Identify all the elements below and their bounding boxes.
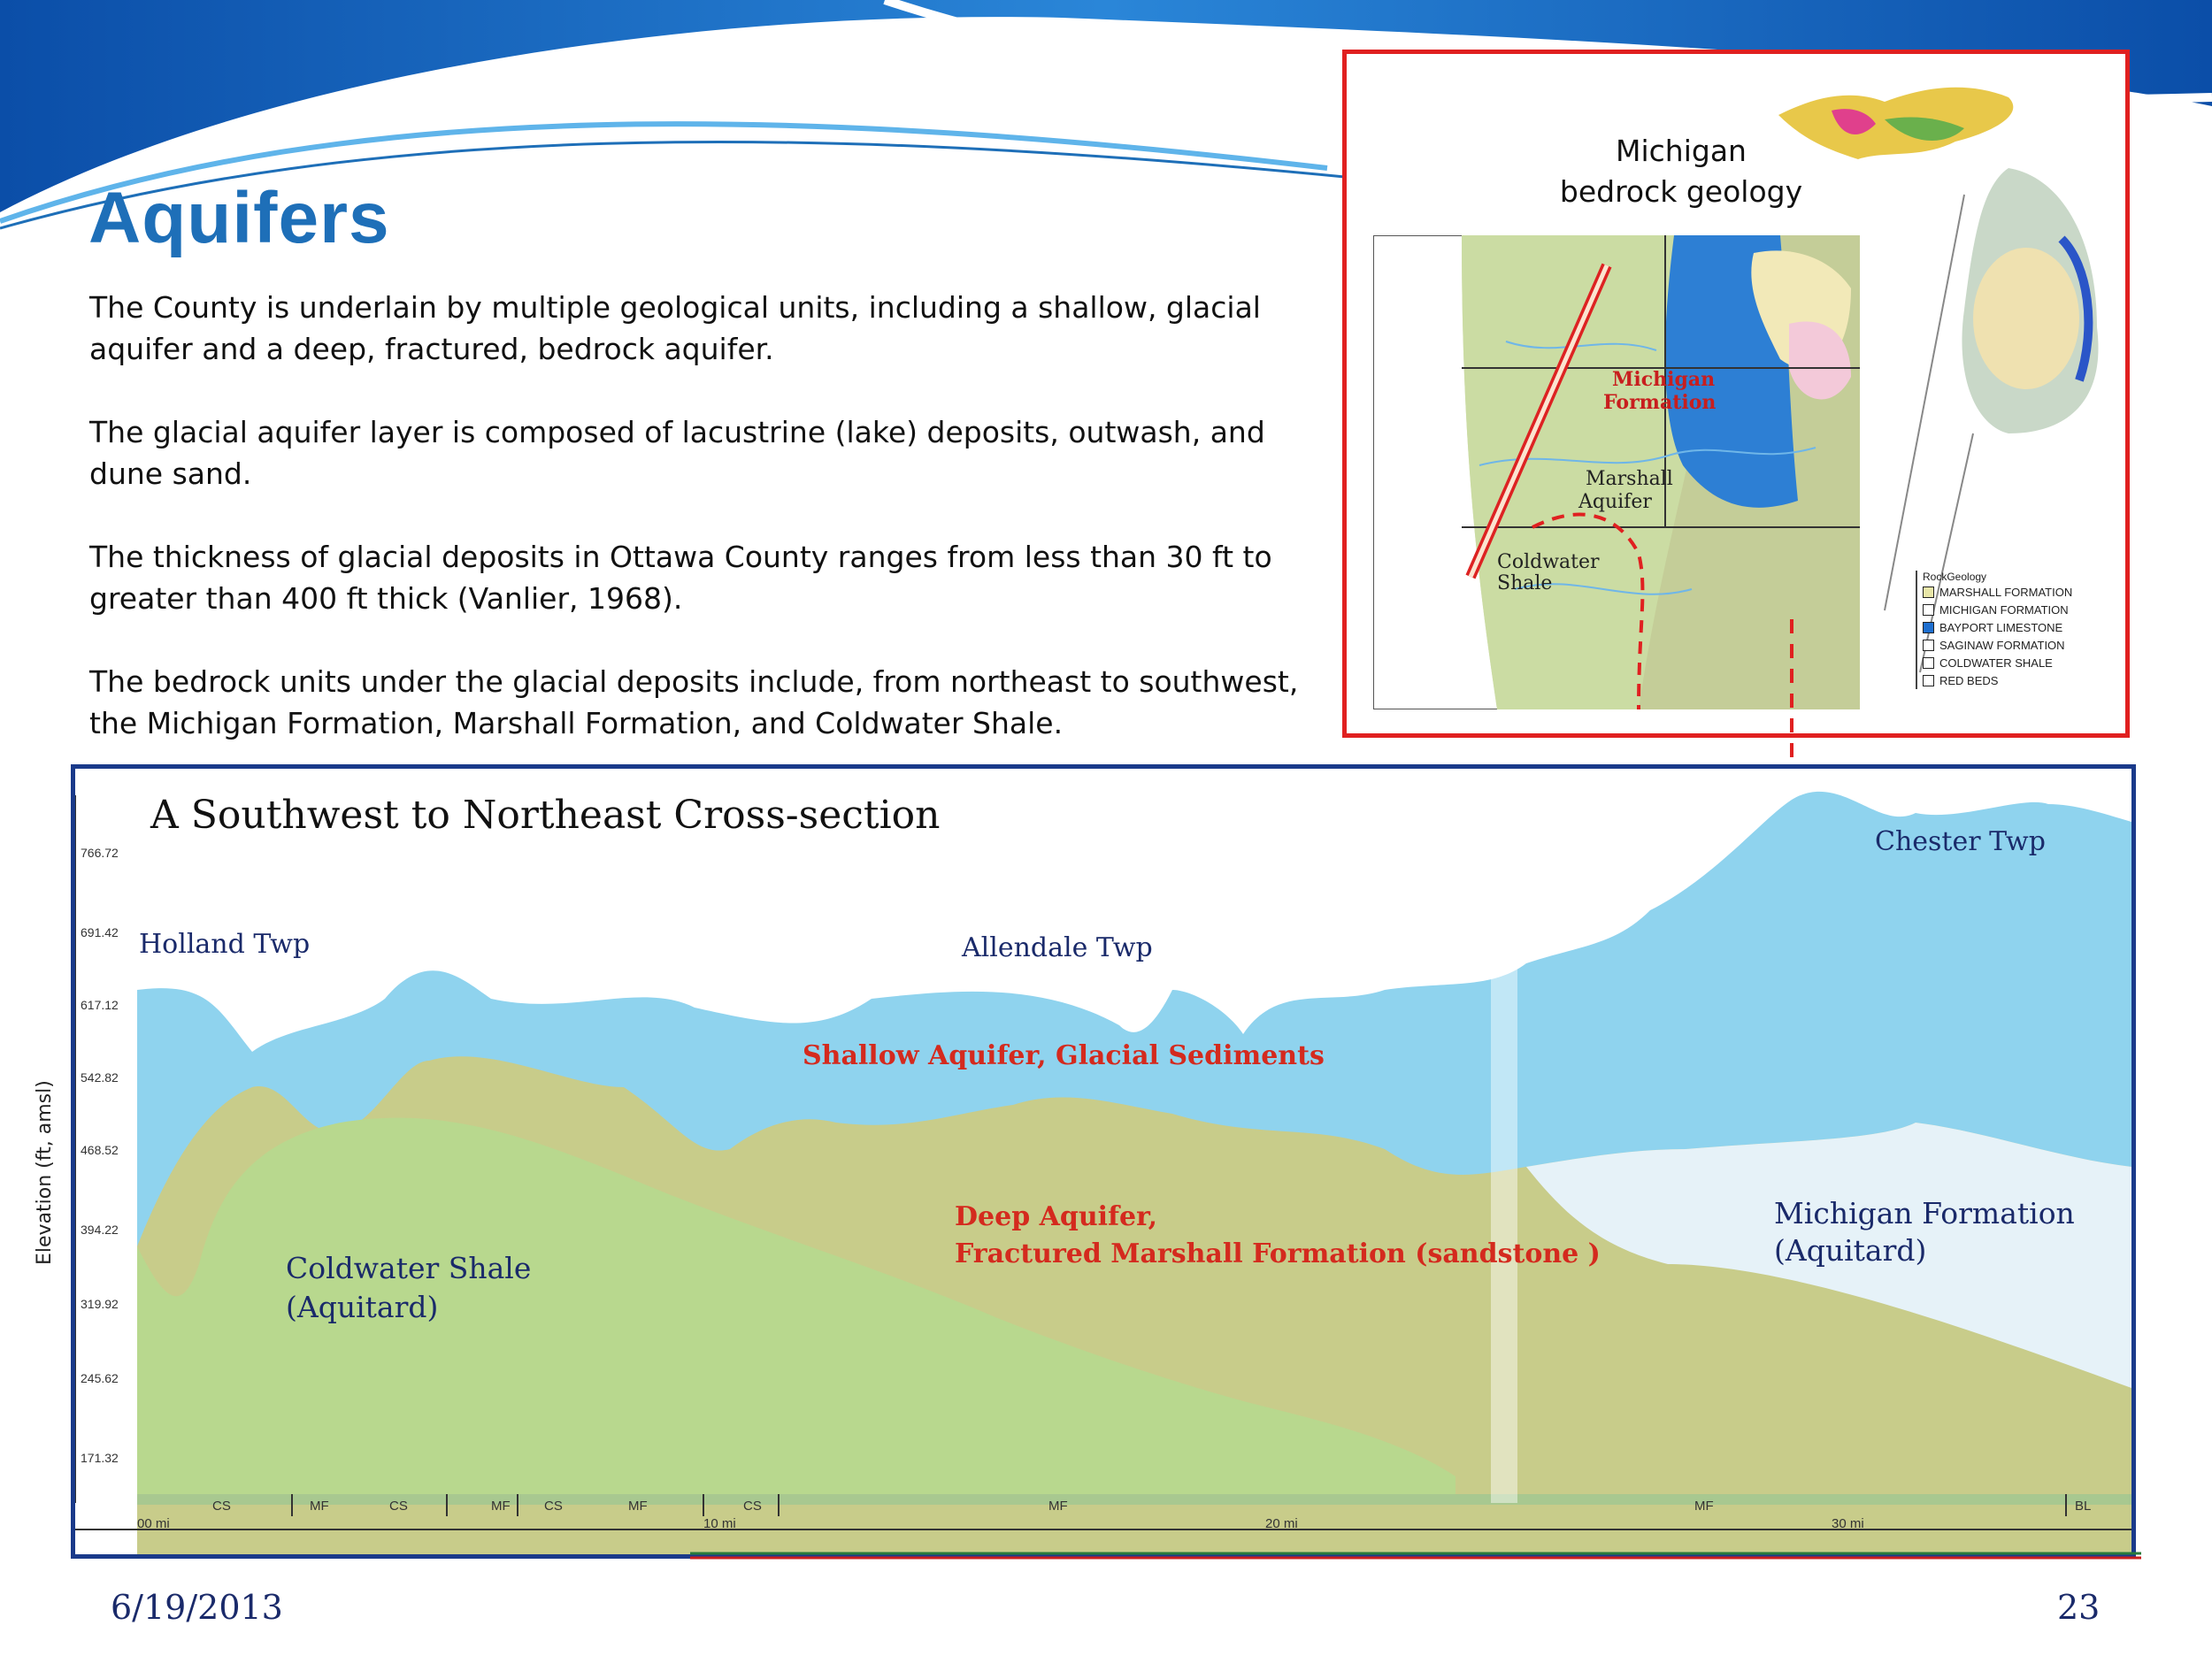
legend-swatch [1923, 675, 1934, 686]
rock-geology-legend [1916, 571, 2117, 689]
legend-item [1923, 618, 2117, 636]
y-tick: 319.92 [81, 1297, 119, 1311]
inset-caption [1540, 131, 1823, 212]
label-deep-aquifer: Deep Aquifer, [955, 1201, 1158, 1232]
bottom-code: BL [2075, 1499, 2092, 1514]
paragraph-4: The bedrock units under the glacial deposits include, from northeast to southwest, the Michigan Formation, Marshall Formation, and Coldwater Shale. [89, 664, 1299, 740]
label-michigan-formation: Michigan Formation [1774, 1196, 2075, 1230]
legend-swatch [1923, 640, 1934, 651]
inset-caption-line1: Michigan [1616, 134, 1747, 168]
legend-label: MARSHALL FORMATION [1939, 585, 2073, 599]
paragraph-3: The thickness of glacial deposits in Ottawa County ranges from less than 30 ft to greater than 400 ft thick (Vanlier, 1968). [89, 540, 1272, 616]
legend-item [1923, 601, 2117, 618]
legend-item [1923, 636, 2117, 654]
footer-rule [690, 1550, 2141, 1560]
bottom-code: CS [544, 1499, 563, 1514]
map-label-michigan: Michigan [1612, 368, 1716, 391]
paragraph-2: The glacial aquifer layer is composed of lacustrine (lake) deposits, outwash, and dune sand. [89, 415, 1265, 491]
map-label-formation: Formation [1603, 391, 1717, 414]
bottom-code: MF [310, 1499, 329, 1514]
bottom-code: MF [1048, 1499, 1068, 1514]
legend-swatch [1923, 586, 1934, 598]
bottom-code: MF [628, 1499, 648, 1514]
legend-swatch [1923, 604, 1934, 616]
legend-swatch [1923, 657, 1934, 669]
y-tick: 468.52 [81, 1143, 119, 1157]
legend-label: MICHIGAN FORMATION [1939, 602, 2069, 617]
legend-label: RED BEDS [1939, 673, 1999, 687]
page-number: 23 [2057, 1588, 2101, 1627]
distance-tick: 10 mi [703, 1516, 736, 1531]
label-coldwater-aquitard: (Aquitard) [286, 1290, 439, 1324]
y-tick: 394.22 [81, 1223, 119, 1237]
place-allendale: Allendale Twp [962, 932, 1153, 963]
bottom-code: MF [491, 1499, 511, 1514]
map-label-shale: Shale [1497, 572, 1553, 594]
y-tick: 245.62 [81, 1371, 119, 1385]
label-coldwater-shale: Coldwater Shale [286, 1251, 532, 1285]
y-axis-label: Elevation (ft, amsl) [34, 1080, 56, 1265]
map-connector-line [1778, 619, 1805, 778]
place-chester: Chester Twp [1875, 826, 2046, 857]
distance-tick: 00 mi [137, 1516, 170, 1531]
inset-caption-line2: bedrock geology [1559, 174, 1803, 209]
slide-title: Aquifers [88, 178, 390, 258]
distance-tick: 30 mi [1832, 1516, 1864, 1531]
legend-label: SAGINAW FORMATION [1939, 638, 2065, 652]
map-label-aquifer: Aquifer [1578, 491, 1652, 513]
bottom-code: CS [212, 1499, 231, 1514]
map-label-coldwater: Coldwater [1497, 551, 1600, 573]
distance-tick: 20 mi [1265, 1516, 1298, 1531]
label-michigan-aquitard: (Aquitard) [1774, 1233, 1927, 1268]
bottom-code: CS [743, 1499, 762, 1514]
legend-title: RockGeology [1923, 571, 1987, 583]
y-tick: 171.32 [81, 1451, 119, 1465]
y-tick: 542.82 [81, 1070, 119, 1085]
cross-section-title: A Southwest to Northeast Cross-section [150, 793, 941, 838]
y-tick: 691.42 [81, 925, 119, 939]
y-tick: 766.72 [81, 846, 119, 860]
bottom-code: MF [1694, 1499, 1714, 1514]
y-tick: 617.12 [81, 998, 119, 1012]
label-marshall-formation: Fractured Marshall Formation (sandstone ) [955, 1238, 1601, 1269]
legend-label: BAYPORT LIMESTONE [1939, 620, 2063, 634]
paragraph-1: The County is underlain by multiple geological units, including a shallow, glacial aquifer and a deep, fractured, bedrock aquifer. [89, 290, 1261, 366]
footer-date: 6/19/2013 [111, 1588, 283, 1627]
bottom-code: CS [389, 1499, 408, 1514]
cross-section-diagram [75, 769, 2131, 1554]
place-holland: Holland Twp [139, 929, 311, 960]
legend-label: COLDWATER SHALE [1939, 656, 2053, 670]
legend-swatch [1923, 622, 1934, 633]
label-shallow-aquifer: Shallow Aquifer, Glacial Sediments [803, 1040, 1325, 1071]
legend-item [1923, 654, 2117, 671]
legend-item [1923, 583, 2117, 601]
intro-text [89, 287, 1328, 786]
legend-item [1923, 671, 2117, 689]
map-label-marshall: Marshall [1586, 468, 1673, 490]
